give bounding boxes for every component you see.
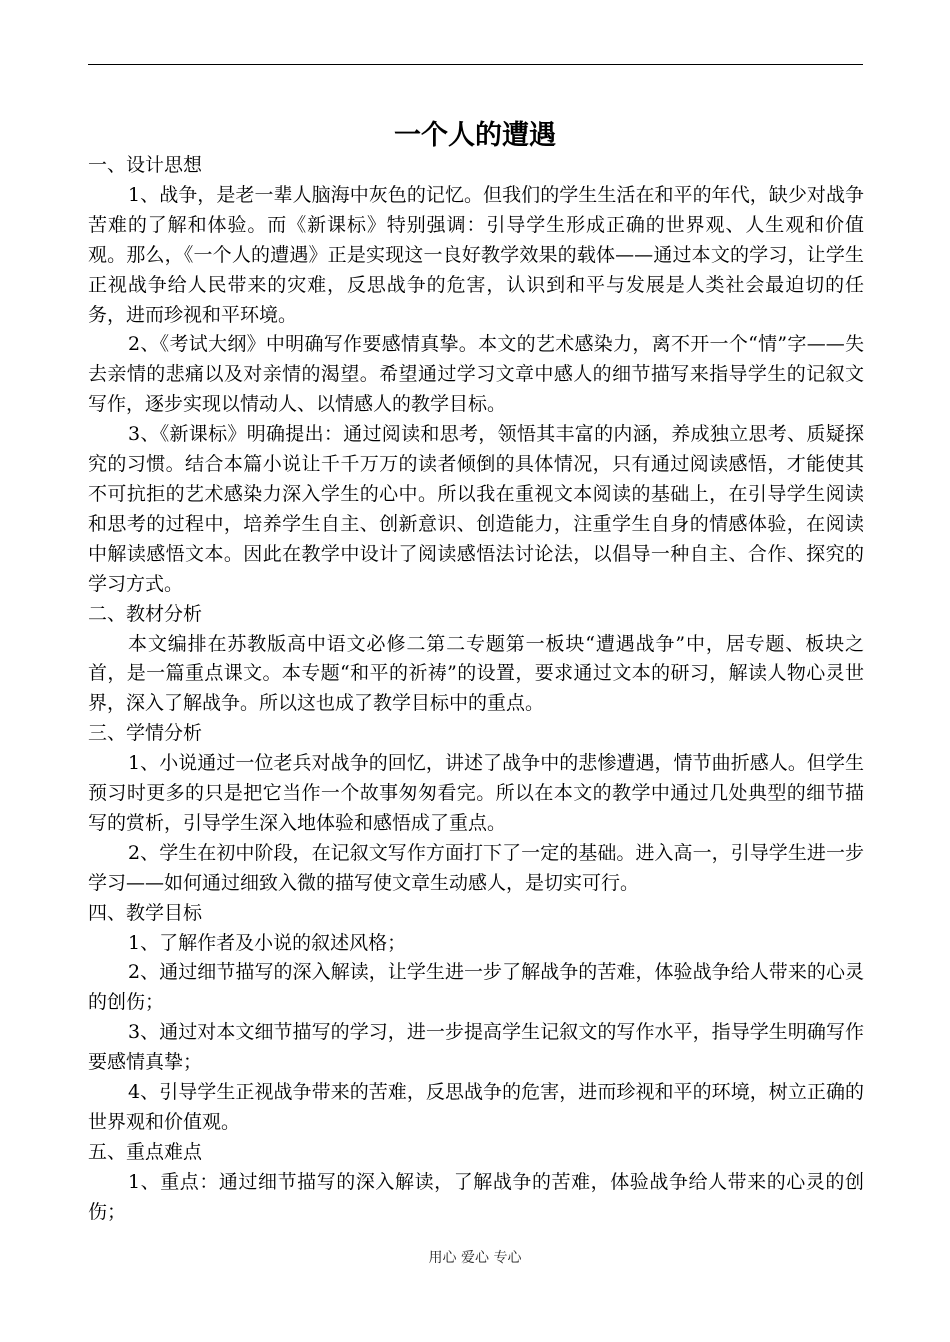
paragraph: 2、通过细节描写的深入解读，让学生进一步了解战争的苦难，体验战争给人带来的心灵的创伤； — [88, 961, 864, 1014]
section-heading: 二、教材分析 — [88, 602, 203, 625]
section-heading: 一、设计思想 — [88, 154, 203, 176]
paragraph: 本文编排在苏教版高中语文必修二第二专题第一板块“遭遇战争”中，居专题、板块之首，是一篇重点课文。本专题“和平的祈祷”的设置，要求通过文本的研习，解读人物心灵世界，深入了解战争。所以这也成了教学目标中的重点。 — [88, 632, 864, 715]
document-title: 一个人的遭遇 — [394, 120, 556, 151]
paragraph: 1、重点：通过细节描写的深入解读，了解战争的苦难，体验战争给人带来的心灵的创伤； — [88, 1170, 864, 1223]
section-heading: 五、重点难点 — [88, 1140, 203, 1163]
paragraph: 1、了解作者及小说的叙述风格； — [128, 931, 407, 954]
paragraph: 1、小说通过一位老兵对战争的回忆，讲述了战争中的悲惨遭遇，情节曲折感人。但学生预习时更多的只是把它当作一个故事匆匆看完。所以在本文的教学中通过几处典型的细节描写的赏析，引导学生深入地体验和感悟成了重点。 — [88, 752, 864, 834]
section-heading: 三、学情分析 — [88, 722, 203, 745]
paragraph: 1、战争，是老一辈人脑海中灰色的记忆。但我们的学生生活在和平的年代，缺少对战争苦难的了解和体验。而《新课标》特别强调：引导学生形成正确的世界观、人生观和价值观。那么，《一个人的遭遇》正是实现这一良好教学效果的载体——通过本文的学习，让学生正视战争给人民带来的灾难，反思战争的危害，认识到和平与发展是人类社会最迫切的任务，进而珍视和平环境。 — [88, 183, 864, 326]
paragraph: 2、学生在初中阶段，在记叙文写作方面打下了一定的基础。进入高一，引导学生进一步学习——如何通过细致入微的描写使文章生动感人，是切实可行。 — [88, 841, 864, 894]
header-rule — [88, 64, 863, 65]
section-heading: 四、教学目标 — [88, 901, 203, 924]
paragraph: 4、引导学生正视战争带来的苦难，反思战争的危害，进而珍视和平的环境，树立正确的世界观和价值观。 — [88, 1081, 864, 1133]
document-body — [88, 151, 864, 1228]
paragraph: 2、《考试大纲》中明确写作要感情真挚。本文的艺术感染力，离不开一个“情”字——失去亲情的悲痛以及对亲情的渴望。希望通过学习文章中感人的细节描写来指导学生的记叙文写作，逐步实现以情动人、以情感人的教学目标。 — [88, 333, 864, 416]
page-footer: 用心 爱心 专心 — [428, 1250, 522, 1266]
paragraph: 3、《新课标》明确提出：通过阅读和思考，领悟其丰富的内涵，养成独立思考、质疑探究的习惯。结合本篇小说让千千万万的读者倾倒的具体情况，只有通过阅读感悟，才能使其不可抗拒的艺术感染力深入学生的心中。所以我在重视文本阅读的基础上，在引导学生阅读和思考的过程中，培养学生自主、创新意识、创造能力，注重学生自身的情感体验，在阅读中解读感悟文本。因此在教学中设计了阅读感悟法讨论法，以倡导一种自主、合作、探究的学习方式。 — [88, 423, 864, 595]
paragraph: 3、通过对本文细节描写的学习，进一步提高学生记叙文的写作水平，指导学生明确写作要感情真挚； — [88, 1021, 864, 1074]
